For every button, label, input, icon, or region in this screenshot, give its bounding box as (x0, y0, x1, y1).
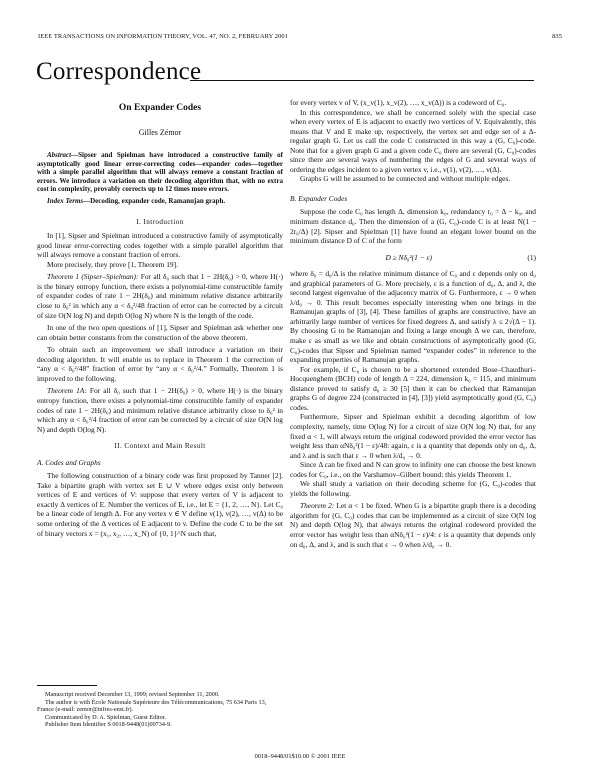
copyright-footer: 0018–9448/01$10.00 © 2001 IEEE (254, 753, 346, 760)
theorem-text: Let α < 1 be fixed. When G is a bipartite graph there is a decoding algorithm for (G, C₀) codes that can be implemented as a circuit of size O(N log N) and depth O(log N), that always returns the original codeword provided the error vector has weight less than αNδ₀²(1 − ε)/4: ε is a quantity that depends only on d₀, Δ, and λ, and is such that ε → 0 when λ/d₀ → 0. (290, 501, 536, 549)
page-number: 835 (552, 33, 562, 40)
journal-header: IEEE TRANSACTIONS ON INFORMATION THEORY, VOL. 47, NO. 2, FEBRUARY 2001 (38, 33, 288, 40)
paper-author: Gilles Zémor (138, 127, 182, 137)
paragraph: Graphs G will be assumed to be connected and without multiple edges. (300, 174, 511, 184)
paragraph: In [1], Sipser and Spielman introduced a constructive family of asymptotically good linear error-correcting codes together with a simple parallel algorithm that will always remove a constant fraction of errors. (37, 231, 283, 260)
subsection-heading: A. Codes and Graphs (37, 457, 101, 467)
equation-number: (1) (527, 252, 536, 262)
theorem-label: Theorem 2: (300, 501, 335, 511)
footnote-line: Communicated by D. A. Spielman, Guest Editor. (45, 713, 166, 721)
paragraph: In one of the two open questions of [1], Sipser and Spielman ask whether one can obtain better constants from the construction of the above theorem. (37, 323, 283, 342)
theorem-text: For all δ₀ such that 1 − 2H(δ₀) > 0, where H(·) is the binary entropy function, there exists a polynomial-time constructible family of expander codes of rate 1 − 2H(δ₀) and minimum relative distance arbitrarily close to δ₀² in which any α < δ₀²/48 fraction of error can be corrected by a circuit of size O(N log N) and depth O(log N) where N is the length of the code. (37, 272, 283, 320)
index-terms-text: Decoding, expander code, Ramanujan graph. (90, 197, 226, 206)
theorem-text: For all δ₀ such that 1 − 2H(δ₀) > 0, where H(·) is the binary entropy function, there exists a polynomial-time constructible family of expander codes of rate 1 − 2H(δ₀) and minimum relative distance arbitrarily close to δ₀² in which any α < δ₀²/4 fraction of error can be corrected by a circuit of size O(N log N) and depth O(log N). (37, 386, 283, 434)
index-terms-label: Index Terms— (47, 197, 91, 206)
abstract-text: Sipser and Spielman have introduced a constructive family of asymptotically good linear error-correcting codes—expander codes—together with a simple parallel algorithm that will always remove a constant fraction of errors. We introduce a variation on their decoding algorithm that, with no extra cost in complexity, provably corrects up to 12 times more errors. (37, 151, 283, 194)
right-column (290, 98, 536, 549)
paragraph: The following construction of a binary code was first proposed by Tanner [2]. Take a bipartite graph with vertex set E ∪ V where edges exist only between vertices of E and vertices of V: suppose that every vertex of V is adjacent to exactly Δ vertices of E. Number the vertices of E, i.e., let E = {1, 2, …, N}. Let C₀ be a linear code of length Δ. For any vertex v ∈ V define v(1), v(2), …, v(Δ) to be some ordering of the Δ vertices of E adjacent to v. Define the code C to be the set of binary vectors x = (x₁, x₂, …, x_N) of {0, 1}^N such that, (37, 471, 283, 538)
section-heading-intro: I. Introduction (136, 217, 184, 226)
equation-1 (290, 246, 536, 270)
left-column (37, 100, 283, 538)
running-header (38, 33, 562, 40)
section-heading-context: II. Context and Main Result (114, 442, 206, 451)
paragraph: We shall study a variation on their decoding scheme for (G, C₀)-codes that yields the following. (290, 479, 536, 498)
equation: D ≥ Nδ₀²(1 − ε) (385, 252, 432, 262)
abstract (37, 151, 283, 194)
paper-title: On Expander Codes (118, 103, 202, 113)
paragraph: In this correspondence, we shall be concerned solely with the special case when every vertex of E is adjacent to exactly two vertices of V. Equivalently, this means that V and E make up, respectively, the vertex set and edge set of a Δ-regular graph G. Let us call the code C constructed in this way a (G, C₀)-code. Note that for a given graph G and a given code C₀ there are several (G, C₀)-codes since there are several ways of numbering the edges of G and several ways of ordering the edges incident to a given vertex v, i.e., v(1), v(2), …, v(Δ). (290, 107, 536, 174)
theorem-label: Theorem 1 (Sipser–Spielman): (47, 272, 139, 282)
paragraph: Since Δ can be fixed and N can grow to infinity one can choose the best known codes for C₀, i.e., on the Varshamov–Gilbert bound: this yields Theorem 1. (290, 460, 536, 479)
paragraph: More precisely, they prove [1, Theorem 19]. (47, 259, 178, 269)
section-banner: Correspondence (36, 58, 202, 85)
paragraph: To obtain such an improvement we shall introduce a variation on their decoding algorithm. It will enable us to replace in Theorem 1 the correction of “any α < δ₀²/48” fraction of error by “any α < δ₀²/4.” Formally, Theorem 1 is improved to the following. (37, 345, 283, 383)
footnote-line: Manuscript received December 13, 1999; revised September 11, 2000. (45, 691, 220, 698)
paragraph: Suppose the code C₀ has length Δ, dimension k₀, redundancy r₀ = Δ − k₀, and minimum distance d₀. Then the dimension of a (G, C₀)-code C is at least N(1 − 2r₀/Δ) [2]. Sipser and Spielman [1] have found an elegant lower bound on the minimum distance D of C of the form (290, 207, 536, 246)
footnote-line: The author is with École Nationale Supérieure des Télécommunications, 75 634 Paris 13, France (e-mail: zemor@infres-enst.fr). (37, 698, 267, 714)
theorem-label: Theorem 1A: (47, 386, 87, 396)
theorem-1 (37, 272, 283, 320)
paragraph: where δ₀ = d₀/Δ is the relative minimum distance of C₀ and ε depends only on d₀ and graphical parameters of G. More precisely, ε is a function of d₀, Δ, and λ, the second largest eigenvalue of the adjacency matrix of G. Furthermore, ε → 0 when λ/d₀ → 0. This result becomes especially interesting when one brings in the Ramanujan graphs of [3], [4]. These families of graphs are constructive, have an arbitrarily large number of vertices for fixed degrees Δ, and satisfy λ ≤ 2√(Δ − 1). By choosing G to be Ramanujan and fixing a large enough Δ we can, therefore, make ε as small as we like and obtain constructions of asymptotically good (G, C₀)-codes that Sipser and Spielman named “expander codes” in reference to the expanding properties of Ramanujan graphs. (290, 269, 536, 365)
footnote-line: Publisher Item Identifier S 0018-9448(01)00734-9. (45, 721, 172, 729)
paragraph: For example, if C₀ is chosen to be a shortened extended Bose–Chaudhuri–Hocquenghem (BCH) code of length Δ = 224, dimension k₀ = 115, and minimum distance proved to satisfy d₀ ≥ 30 [5] then it can be checked that Ramanujan graphs G of degree 224 (constructed in [4], [3]) yield asymptotically good (G, C₀) codes. (290, 364, 536, 412)
abstract-label: Abstract— (47, 151, 79, 160)
subsection-heading: B. Expander Codes (290, 193, 348, 203)
footnote (37, 691, 283, 729)
theorem-1a (37, 386, 283, 434)
paragraph: Furthermore, Sipser and Spielman exhibit a decoding algorithm of low complexity, namely, time O(log N) for a circuit of size O(N log N) that, for any fixed α < 1, will always return the original codeword provided the error vector has weight less than αNδ₀²(1 − ε)/48: again, ε is a quantity that depends only on d₀, Δ, and λ and is such that ε → 0 when λ/d₀ → 0. (290, 412, 536, 460)
footnote-rule (37, 685, 97, 686)
paragraph: for every vertex v of V, (x_v(1), x_v(2), …, x_v(Δ)) is a codeword of C₀. (290, 98, 507, 107)
banner-rule (190, 80, 534, 81)
theorem-2 (290, 501, 536, 549)
index-terms (37, 197, 283, 206)
